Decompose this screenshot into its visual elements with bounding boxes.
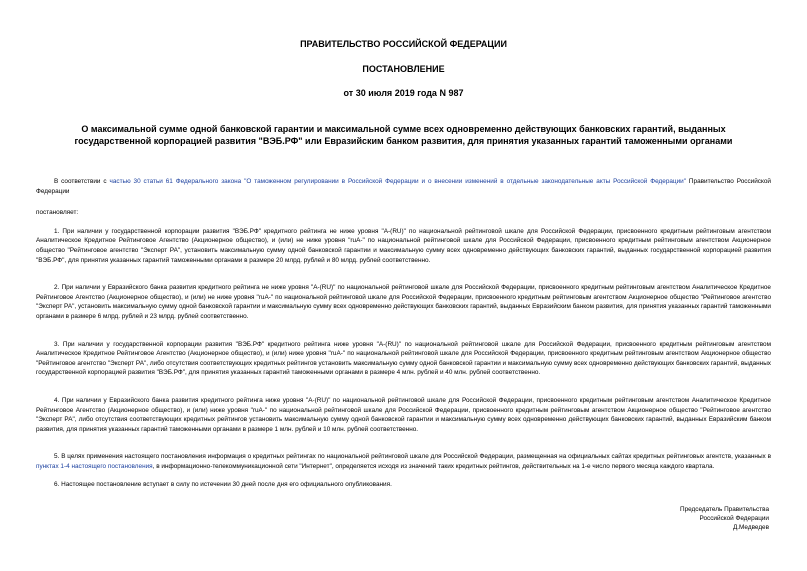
item-4: 4. При наличии у Евразийского банка развития кредитного рейтинга ниже уровня "A-(RU)" по национальной рейтинговой шкале для Российской Федерации, присвоенного кредитным рейтинговым агентством Аналитическое Кредитное Рейтинговое Агентство (Акционерное общество), и (или) ниже уровня "ruA-" по национальной рейтинговой шкале для Российской Федерации, присвоенного кредитным рейтинговым агентством Акционерное общество "Рейтинговое агентство "Эксперт РА", либо отсутствия соответствующих кредитных рейтингов установить максимальную сумму одной банковской гарантии и максимальную сумму всех одновременно действующих банковских гарантий, выданных Евразийским банком развития, для принятия указанных гарантий таможенными органами в размере 1 млн. рублей и 10 млн. рублей соответственно. bbox=[36, 396, 771, 433]
signature-name: Д.Медведев bbox=[732, 524, 769, 531]
document-type-heading: ПОСТАНОВЛЕНИЕ bbox=[362, 64, 445, 74]
signature-country: Российской Федерации bbox=[699, 515, 769, 522]
intro-paragraph bbox=[36, 177, 771, 196]
date-number-heading: от 30 июля 2019 года N 987 bbox=[343, 88, 464, 98]
item-1: 1. При наличии у государственной корпорации развития "ВЭБ.РФ" кредитного рейтинга не ниже уровня "A-(RU)" по национальной рейтинговой шкале для Российской Федерации, присвоенного кредитным рейтинговым агентством Аналитическое Кредитное Рейтинговое Агентство (Акционерное общество), и (или) не ниже уровня "ruA-" по национальной рейтинговой шкале для Российской Федерации, присвоенного кредитным рейтинговым агентством Акционерное общество "Рейтинговое агентство "Эксперт РА", установить максимальную сумму одной банковской гарантии и максимальную сумму всех одновременно действующих банковских гарантий, выданных государственной корпорацией развития "ВЭБ.РФ", для принятия указанных гарантий таможенными органами в размере 20 млрд. рублей и 80 млрд. рублей соответственно. bbox=[36, 227, 771, 264]
intro-text-after: Правительство Российской Федерации bbox=[36, 178, 771, 195]
item-5-text-before: 5. В целях применения настоящего постановления информация о кредитных рейтингах по национальной рейтинговой шкале для Российской Федерации, размещенная на официальных сайтах кредитных рейтинговых агентств, указанных в bbox=[54, 453, 771, 461]
signature-block bbox=[680, 505, 769, 532]
law-reference-link[interactable]: частью 30 статьи 61 Федерального закона "О таможенном регулировании в Российской Федерации и о внесении изменений в отдельные законодательные акты Российской Федерации" bbox=[109, 178, 687, 185]
intro-text-before: В соответствии с bbox=[54, 178, 110, 185]
government-heading: ПРАВИТЕЛЬСТВО РОССИЙСКОЙ ФЕДЕРАЦИИ bbox=[300, 39, 507, 49]
signature-title: Председатель Правительства bbox=[680, 506, 769, 513]
item-5-text-after: , в информационно-телекоммуникационной сети "Интернет", определяется исходя из значений таких кредитных рейтингов, действительных на 1-е число первого месяца каждого квартала. bbox=[152, 462, 715, 470]
items-reference-link[interactable]: пунктах 1-4 настоящего постановления bbox=[36, 462, 153, 470]
item-5 bbox=[36, 452, 771, 471]
item-2: 2. При наличии у Евразийского банка развития кредитного рейтинга не ниже уровня "A-(RU)" по национальной рейтинговой шкале для Российской Федерации, присвоенного кредитным рейтинговым агентством Аналитическое Кредитное Рейтинговое Агентство (Акционерное общество), и (или) не ниже уровня "ruA-" по национальной рейтинговой шкале для Российской Федерации, присвоенного кредитным рейтинговым агентством Акционерное общество "Рейтинговое агентство "Эксперт РА", установить максимальную сумму одной банковской гарантии и максимальную сумму всех одновременно действующих банковских гарантий, выданных Евразийским банком развития, для принятия указанных гарантий таможенными органами в размере 6 млрд. рублей и 23 млрд. рублей соответственно. bbox=[36, 284, 771, 320]
document-title: О максимальной сумме одной банковской гарантии и максимальной сумме всех одновременно действующих банковских гарантий, выданных государственной корпорацией развития "ВЭБ.РФ" или Евразийским банком развития, для принятия указанных гарантий таможенными органами bbox=[74, 124, 733, 146]
decree-word: постановляет: bbox=[36, 209, 79, 217]
item-6: 6. Настоящее постановление вступает в силу по истечении 30 дней после дня его официального опубликования. bbox=[54, 481, 392, 489]
document-body bbox=[36, 177, 771, 490]
item-3: 3. При наличии у государственной корпорации развития "ВЭБ.РФ" кредитного рейтинга ниже уровня "A-(RU)" по национальной рейтинговой шкале для Российской Федерации, присвоенного кредитным рейтинговым агентством Аналитическое Кредитное Рейтинговое Агентство (Акционерное общество), и (или) ниже уровня "ruA-" по национальной рейтинговой шкале для Российской Федерации, присвоенного кредитным рейтинговым агентством Акционерное общество "Рейтинговое агентство "Эксперт РА", либо отсутствия соответствующих кредитных рейтингов установить максимальную сумму одной банковской гарантии и максимальную сумму всех одновременно действующих банковских гарантий, выданных государственной корпорацией развития "ВЭБ.РФ", для принятия указанных гарантий таможенными органами в размере 4 млн. рублей и 40 млн. рублей соответственно. bbox=[36, 340, 771, 377]
